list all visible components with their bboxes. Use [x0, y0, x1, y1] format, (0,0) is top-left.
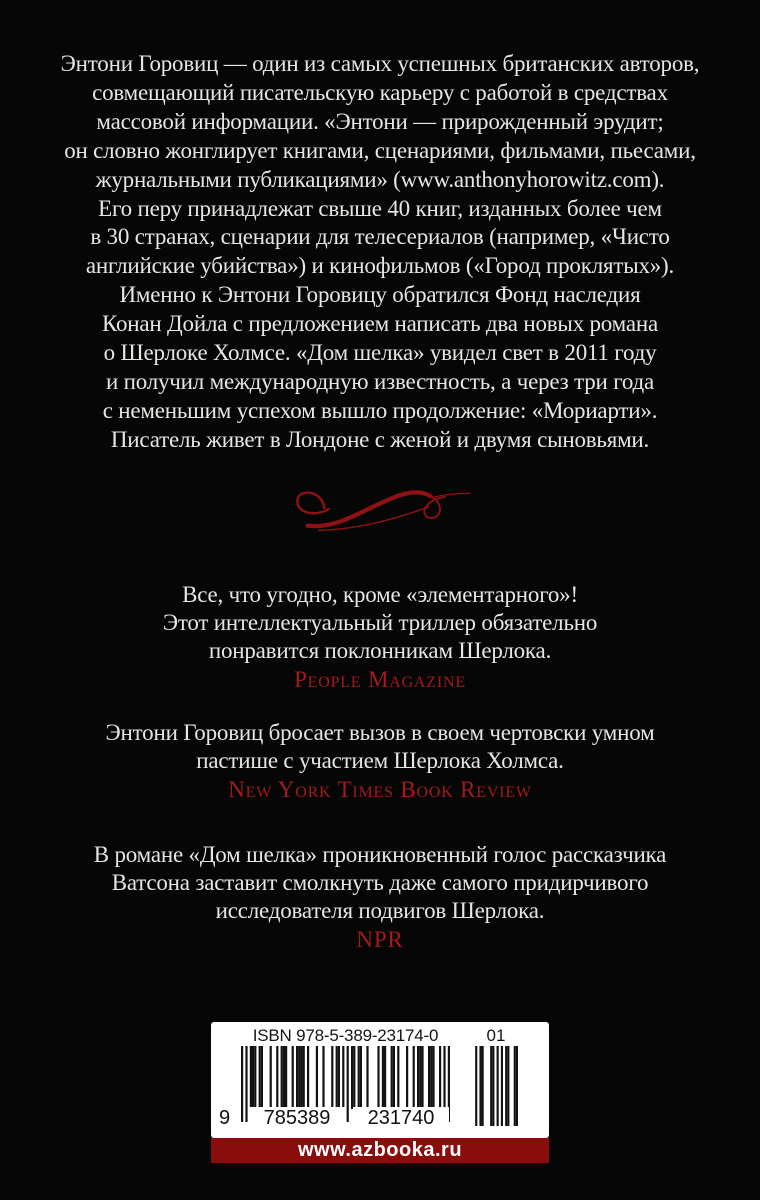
quote-source: New York Times Book Review [228, 776, 532, 802]
barcode-digits-left: 785389 [249, 1107, 345, 1130]
text-line: Все, что угодно, кроме «элементарного»! [182, 581, 578, 607]
text-line: совмещающий писательскую карьеру с работой в средствах [92, 79, 668, 105]
addon-barcode [473, 1046, 518, 1126]
divider [0, 483, 760, 535]
quote-text [0, 841, 760, 925]
isbn-barcode-panel [211, 1022, 549, 1138]
text-line: Именно к Энтони Горовицу обратился Фонд наследия [119, 282, 641, 308]
quote-source: People Magazine [294, 666, 466, 692]
text-line: английские убийства») и кинофильмов («Город проклятых»). [85, 253, 675, 279]
text-line: в 30 странах, сценарии для телесериалов (например, «Чисто [90, 224, 670, 250]
quote-text [0, 719, 760, 775]
text-line: Его перу принадлежат свыше 40 книг, изданных более чем [98, 195, 662, 221]
text-line: исследователя подвигов Шерлока. [215, 897, 545, 923]
text-line: Конан Дойла с предложением написать два новых романа [101, 311, 658, 337]
text-line: массовой информации. «Энтони — прирожденный эрудит; [96, 108, 664, 134]
publisher-url-banner [211, 1138, 549, 1163]
text-line: Ватсона заставит смолкнуть даже самого придирчивого [111, 869, 649, 895]
press-quote [0, 841, 760, 953]
publisher-url: www.azbooka.ru [297, 1139, 463, 1161]
press-quote [0, 719, 760, 803]
text-line: пастише с участием Шерлока Холмса. [196, 747, 564, 773]
flourish-divider-icon [280, 483, 480, 535]
author-bio [0, 0, 760, 455]
isbn-label: ISBN 978-5-389-23174-0 [252, 1026, 439, 1045]
barcode-addon-label: 01 [486, 1026, 506, 1045]
text-line: понравится поклонникам Шерлока. [208, 637, 552, 663]
text-line: В романе «Дом шелка» проникновенный голос рассказчика [93, 841, 667, 867]
text-line: о Шерлоке Холмсе. «Дом шелка» увидел свет в 2011 году [103, 340, 657, 366]
text-line: он словно жонглирует книгами, сценариями, фильмами, пьесами, [64, 137, 696, 163]
barcode-digits-right: 231740 [353, 1107, 449, 1130]
text-line: Этот интеллектуальный триллер обязательно [162, 609, 598, 635]
text-line: и получил международную известность, а через три года [105, 368, 655, 394]
quote-source: NPR [356, 926, 404, 952]
press-quote [0, 581, 760, 693]
text-line: с неменьшим успехом вышло продолжение: «Мориарти». [102, 397, 658, 423]
text-line: журнальными публикациями» (www.anthonyhorowitz.com). [95, 166, 665, 192]
text-line: Энтони Горовиц — один из самых успешных британских авторов, [60, 51, 700, 76]
text-line: Писатель живет в Лондоне с женой и двумя сыновьями. [110, 426, 650, 452]
barcode-digit-first: 9 [219, 1107, 231, 1129]
quote-text [0, 581, 760, 665]
text-line: Энтони Горовиц бросает вызов в своем чертовски умном [105, 719, 655, 745]
